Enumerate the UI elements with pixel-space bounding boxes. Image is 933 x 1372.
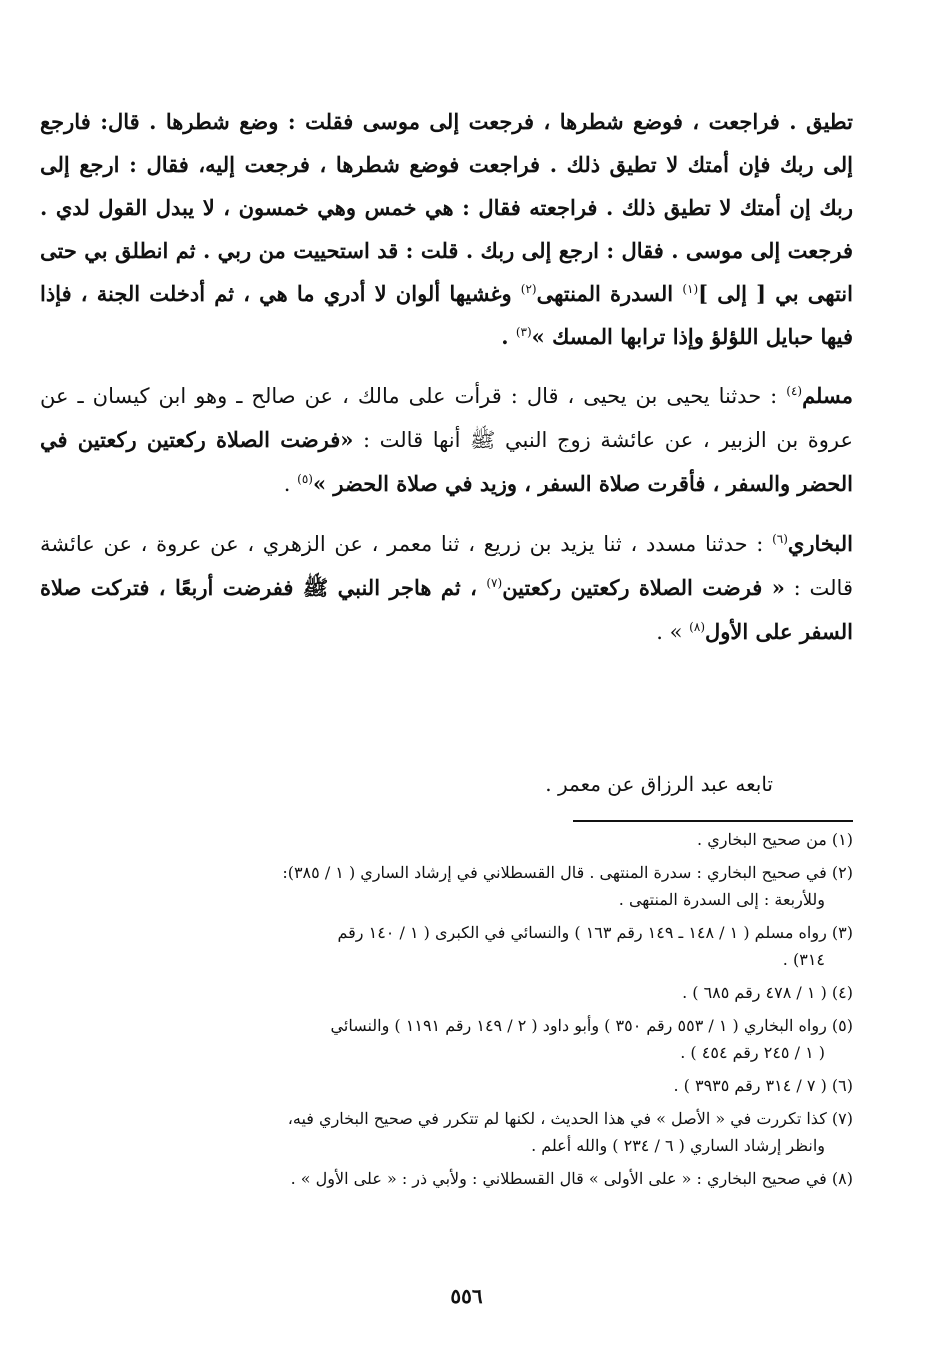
footnote-ref-7: (٧) bbox=[486, 576, 503, 590]
paragraph-text: . bbox=[501, 324, 516, 349]
footnote-number: (٦) bbox=[831, 1076, 853, 1095]
paragraph-bukhari bbox=[40, 522, 853, 654]
footnote-text: من صحيح البخاري . bbox=[697, 830, 832, 849]
footnote-item bbox=[40, 859, 853, 913]
footnote-number: (٤) bbox=[831, 983, 853, 1002]
footnote-text: في صحيح البخاري : سدرة المنتهى . قال القسطلاني في إرشاد الساري ( ١ / ٣٨٥): bbox=[282, 863, 832, 882]
footnote-item bbox=[40, 1072, 853, 1099]
paragraph-muslim bbox=[40, 374, 853, 506]
footnote-number: (٥) bbox=[831, 1016, 853, 1035]
footnote-ref-8: (٨) bbox=[689, 620, 705, 634]
narrator-muslim: مسلم bbox=[802, 383, 853, 408]
page-number: ٥٥٦ bbox=[450, 1284, 483, 1308]
footnote-ref-1: (١) bbox=[682, 282, 699, 296]
footnote-item bbox=[40, 1105, 853, 1159]
footnote-ref-5: (٥) bbox=[297, 472, 313, 486]
paragraph-text: : حدثنا يحيى بن يحيى ، قال : قرأت على مالك ، عن صالح ـ وهو ابن كيسان ـ عن عروة بن الزبير ، عن عائشة زوج النبي ﷺ أنها قالت : bbox=[40, 384, 854, 452]
footnote-item bbox=[40, 919, 853, 973]
paragraph-text: : حدثنا مسدد ، ثنا يزيد بن زريع ، ثنا معمر ، عن الزهري ، عن عروة ، عن عائشة قالت : bbox=[40, 532, 853, 600]
followup-note: تابعه عبد الرزاق عن معمر . bbox=[545, 772, 773, 796]
footnote-text: ( ٧ / ٣١٤ رقم ٣٩٣٥ ) . bbox=[673, 1076, 832, 1095]
paragraph-text: تطيق . فراجعت ، فوضع شطرها ، فرجعت إلى موسى فقلت : وضع شطرها . قال: فارجع إلى ربك فإن أمتك لا تطيق ذلك . فراجعت فوضع شطرها ، فرجعت إليه، فقال : ارجع إلى ربك إن أمتك لا تطيق ذلك . فراجعته فقال : هي خمس وهي خمسون ، لا يبدل القول لدي . فرجعت إلى موسى . فقال : ارجع إلى ربك . قلت : قد استحييت من ربي . ثم انطلق بي حتى انتهى بي [ إلى ] bbox=[40, 109, 853, 306]
footnote-number: (٢) bbox=[831, 863, 853, 882]
footnote-ref-2: (٢) bbox=[520, 282, 537, 296]
footnote-number: (٧) bbox=[831, 1109, 853, 1128]
footnotes bbox=[40, 826, 853, 1198]
paragraph-text: . bbox=[283, 472, 298, 496]
paragraph-text: السدرة المنتهى bbox=[536, 281, 683, 306]
footnote-ref-4: (٤) bbox=[786, 384, 803, 398]
footnote-item bbox=[40, 826, 853, 853]
footnote-item bbox=[40, 979, 853, 1006]
main-text bbox=[40, 100, 853, 670]
paragraph-hadith-isra bbox=[40, 100, 853, 358]
paragraph-text: » . bbox=[656, 620, 690, 644]
footnote-number: (١) bbox=[831, 830, 853, 849]
hadith-quote: «فرضت الصلاة ركعتين ركعتين في الحضر والسفر ، فأقرت صلاة السفر ، وزيد في صلاة الحضر » bbox=[40, 427, 853, 496]
footnote-text: رواه البخاري ( ١ / ٥٥٣ رقم ٣٥٠ ) وأبو داود ( ٢ / ١٤٩ رقم ١١٩١ ) والنسائي bbox=[330, 1016, 832, 1035]
footnote-text: ( ١ / ٤٧٨ رقم ٦٨٥ ) . bbox=[682, 983, 832, 1002]
footnote-ref-6: (٦) bbox=[772, 532, 788, 546]
hadith-quote: « فرضت الصلاة ركعتين ركعتين bbox=[502, 575, 785, 600]
footnote-continuation: ( ١ / ٢٤٥ رقم ٤٥٤ ) . bbox=[680, 1043, 825, 1062]
footnote-item bbox=[40, 1165, 853, 1192]
footnote-number: (٣) bbox=[831, 923, 853, 942]
footnote-number: (٨) bbox=[831, 1169, 853, 1188]
hadith-quote: ، ثم هاجر النبي ﷺ ففرضت أربعًا ، فتركت صلاة السفر على الأول bbox=[40, 575, 853, 644]
footnote-item bbox=[40, 1012, 853, 1066]
narrator-bukhari: البخاري bbox=[787, 531, 853, 556]
footnote-ref-3: (٣) bbox=[515, 325, 532, 339]
paragraph-text: وغشيها ألوان لا أدري ما هي ، ثم أدخلت الجنة ، فإذا فيها حبايل اللؤلؤ وإذا ترابها المسك » bbox=[40, 281, 853, 349]
footnote-separator bbox=[573, 820, 853, 822]
footnote-continuation: وللأربعة : إلى السدرة المنتهى . bbox=[618, 890, 825, 909]
footnote-continuation: ٣١٤) . bbox=[782, 950, 825, 969]
footnote-text: كذا تكررت في « الأصل » في هذا الحديث ، لكنها لم تتكرر في صحيح البخاري فيه، bbox=[287, 1109, 832, 1128]
footnote-text: رواه مسلم ( ١ / ١٤٨ ـ ١٤٩ رقم ١٦٣ ) والنسائي في الكبرى ( ١ / ١٤٠ رقم bbox=[337, 923, 832, 942]
footnote-text: في صحيح البخاري : « على الأولى » قال القسطلاني : ولأبي ذر : « على الأول » . bbox=[290, 1169, 832, 1188]
footnote-continuation: وانظر إرشاد الساري ( ٦ / ٢٣٤ ) والله أعلم . bbox=[531, 1136, 825, 1155]
